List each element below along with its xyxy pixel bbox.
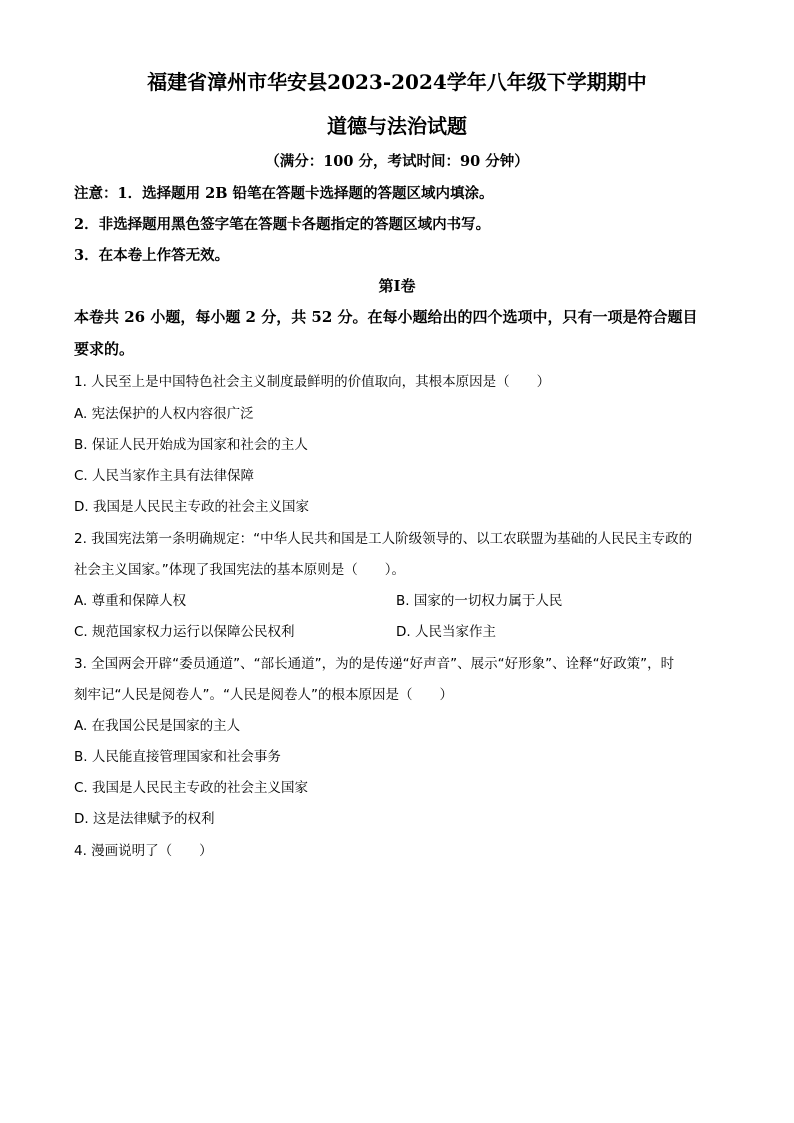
question-2-option-c: C. 规范国家权力运行以保障公民权利: [74, 624, 295, 640]
question-2-stem-line2: 社会主义国家。”体现了我国宪法的基本原则是（ ）。: [74, 562, 405, 578]
question-3-option-d: D. 这是法律赋予的权利: [74, 811, 215, 827]
exam-title-line1: 福建省漳州市华安县2023-2024学年八年级下学期期中: [147, 70, 647, 94]
note-3: 3．在本卷上作答无效。: [74, 247, 230, 264]
section-intro-line2: 要求的。: [74, 340, 135, 358]
question-4-stem: 4. 漫画说明了（ ）: [74, 843, 213, 859]
question-1-option-b: B. 保证人民开始成为国家和社会的主人: [74, 437, 308, 453]
question-2-option-d: D. 人民当家作主: [396, 624, 496, 640]
question-1-stem: 1. 人民至上是中国特色社会主义制度最鲜明的价值取向，其根本原因是（ ）: [74, 374, 551, 390]
question-1-option-a: A. 宪法保护的人权内容很广泛: [74, 406, 254, 422]
exam-title-line2: 道德与法治试题: [327, 114, 467, 138]
question-2-option-b: B. 国家的一切权力属于人民: [396, 593, 563, 609]
question-2-stem-line1: 2. 我国宪法第一条明确规定：“中华人民共和国是工人阶级领导的、以工农联盟为基础的人民民主专政的: [74, 531, 693, 547]
question-2-option-a: A. 尊重和保障人权: [74, 593, 187, 609]
question-1-option-c: C. 人民当家作主具有法律保障: [74, 468, 255, 484]
note-2: 2．非选择题用黑色签字笔在答题卡各题指定的答题区域内书写。: [74, 216, 491, 233]
question-1-option-d: D. 我国是人民民主专政的社会主义国家: [74, 499, 309, 515]
section-intro-line1: 本卷共 26 小题，每小题 2 分，共 52 分。在每小题给出的四个选项中，只有一项是符合题目: [74, 308, 698, 326]
score-info: （满分：100 分，考试时间：90 分钟）: [265, 153, 529, 170]
question-3-stem-line1: 3. 全国两会开辟“委员通道”、“部长通道”，为的是传递“好声音”、展示“好形象”、诠释“好政策”，时: [74, 656, 675, 672]
question-3-option-b: B. 人民能直接管理国家和社会事务: [74, 749, 281, 765]
volume-title: 第Ⅰ卷: [378, 277, 416, 295]
question-3-option-a: A. 在我国公民是国家的主人: [74, 718, 241, 734]
note-1: 注意：1．选择题用 2B 铅笔在答题卡选择题的答题区域内填涂。: [74, 185, 494, 202]
question-3-stem-line2: 刻牢记“人民是阅卷人”。“人民是阅卷人”的根本原因是（ ）: [74, 687, 453, 703]
question-3-option-c: C. 我国是人民民主专政的社会主义国家: [74, 780, 309, 796]
